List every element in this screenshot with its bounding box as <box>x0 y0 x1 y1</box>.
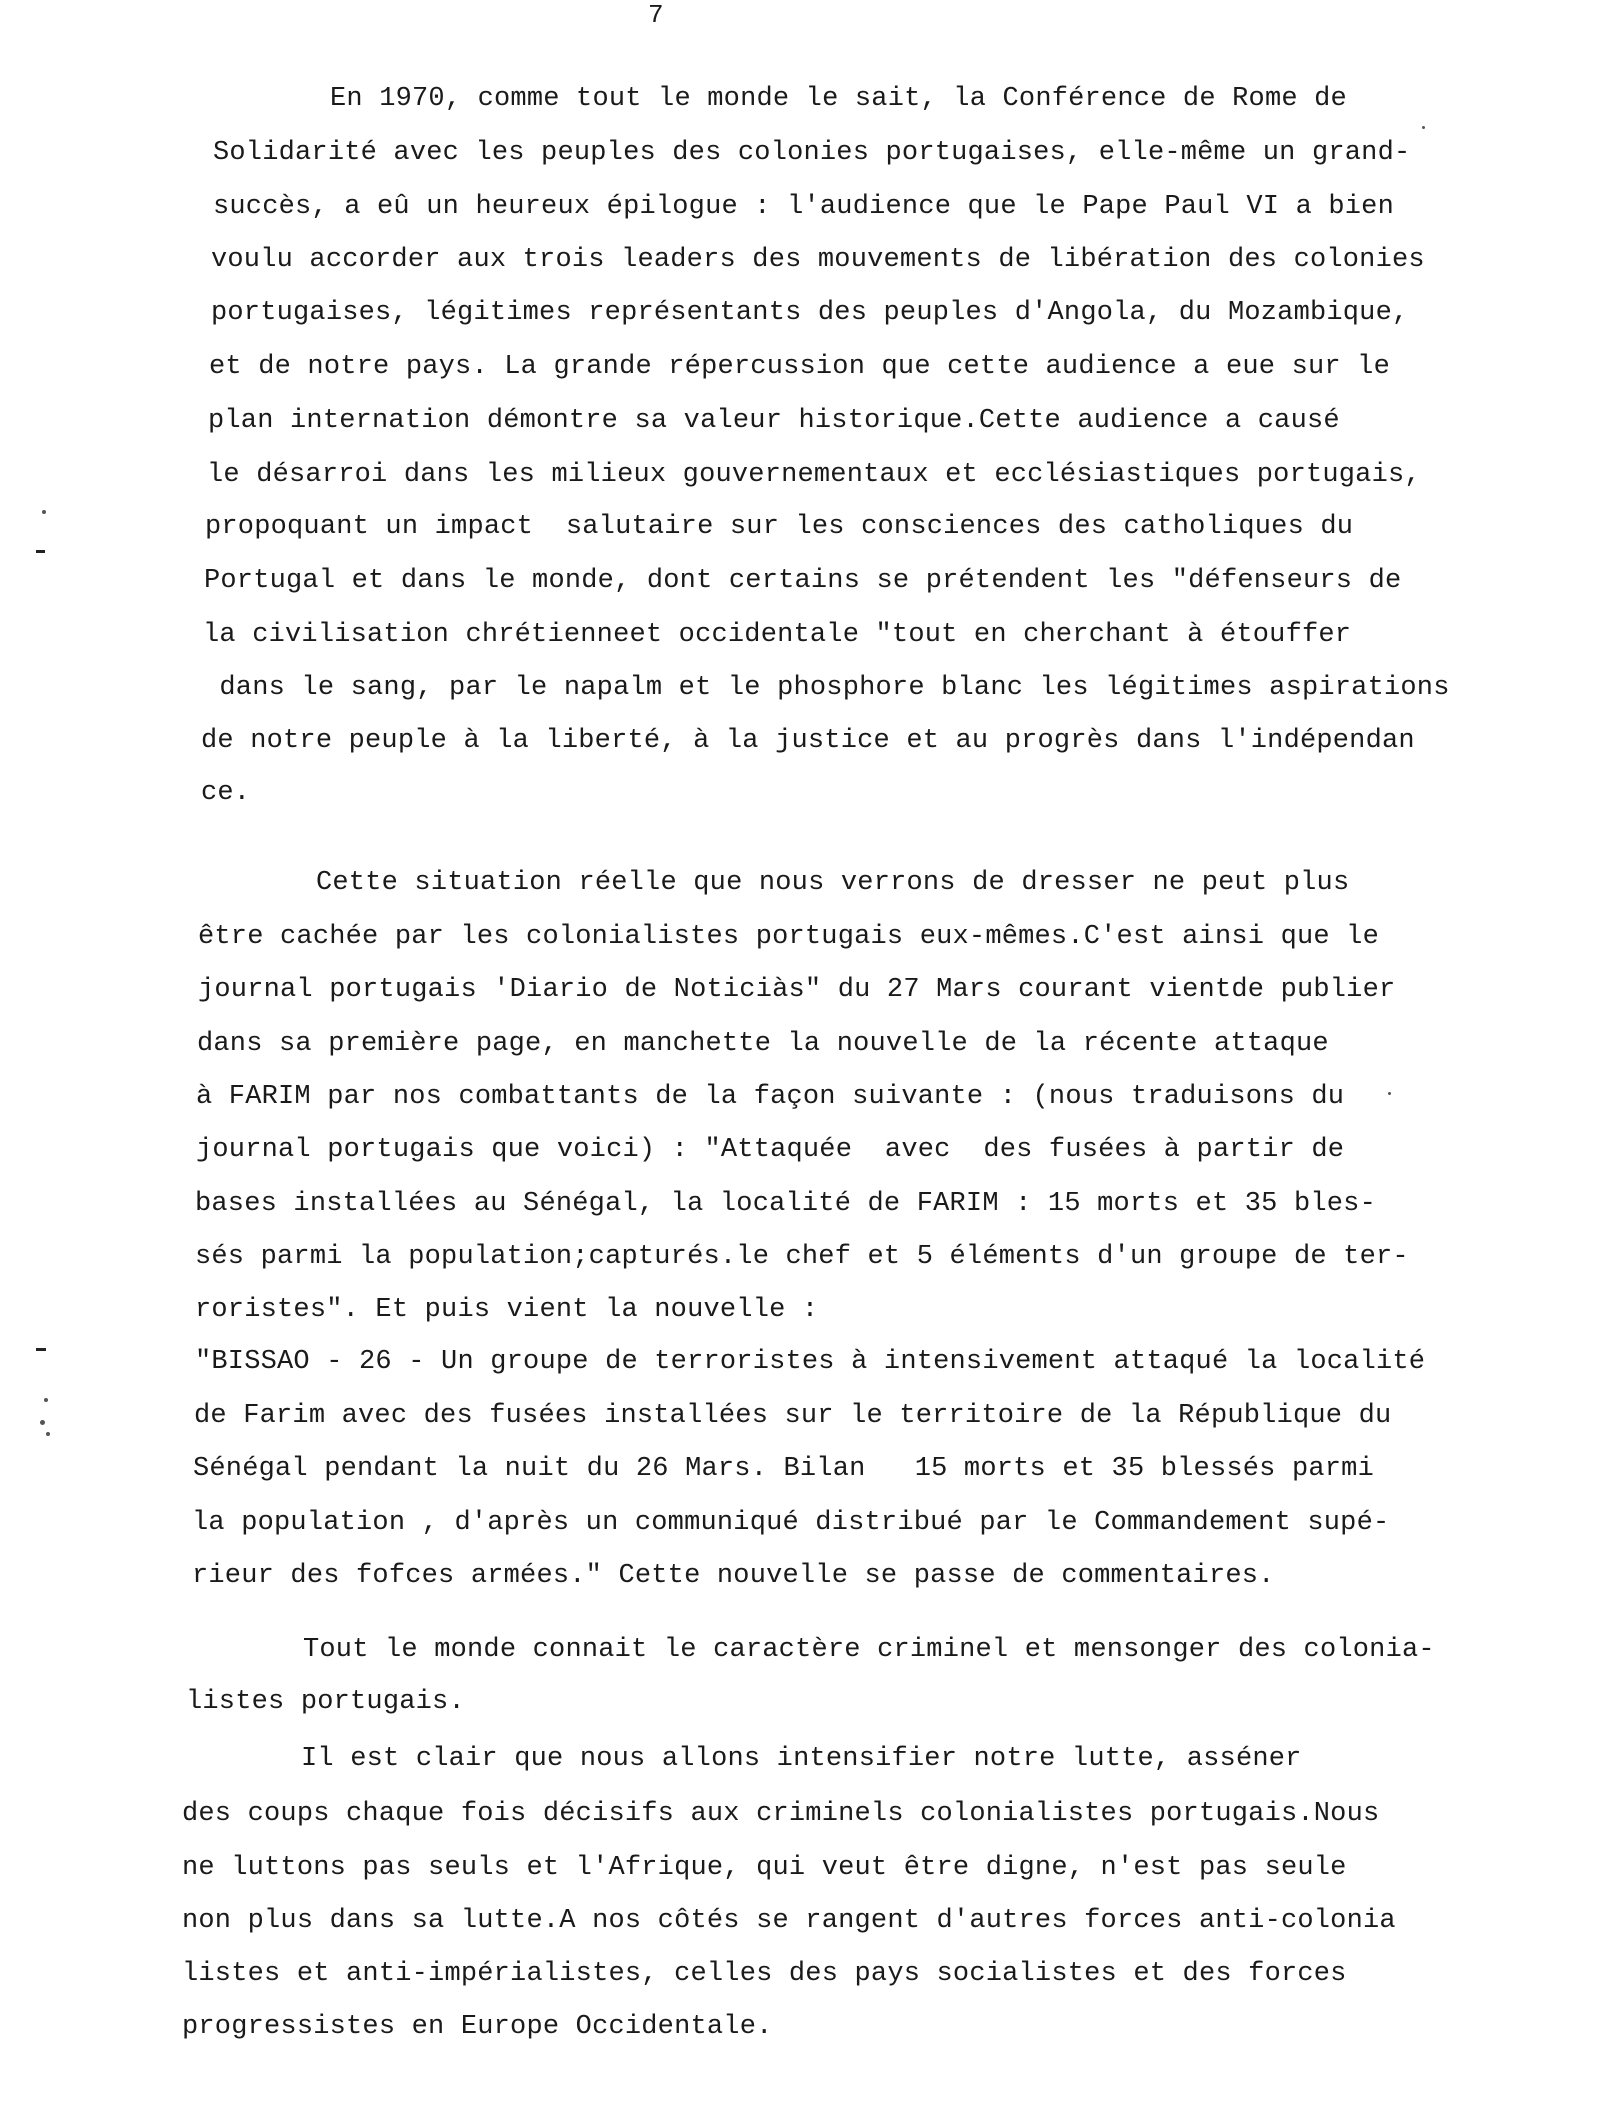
text-line: le désarroi dans les milieux gouvernementaux et ecclésiastiques portugais, <box>207 460 1421 490</box>
text-line: portugaises, légitimes représentants des peuples d'Angola, du Mozambique, <box>211 298 1409 328</box>
text-line: progressistes en Europe Occidentale. <box>182 2012 773 2042</box>
text-line: dans le sang, par le napalm et le phosphore blanc les légitimes aspirations <box>203 673 1450 703</box>
text-line: voulu accorder aux trois leaders des mouvements de libération des colonies <box>211 245 1425 275</box>
scan-speck <box>1388 1092 1391 1095</box>
scan-mark <box>36 550 45 553</box>
text-line: propoquant un impact salutaire sur les consciences des catholiques du <box>205 512 1354 542</box>
text-line: Solidarité avec les peuples des colonies portugaises, elle-même un grand- <box>213 138 1411 168</box>
text-line: "BISSAO - 26 - Un groupe de terroristes à intensivement attaqué la localité <box>195 1347 1426 1377</box>
text-line: des coups chaque fois décisifs aux criminels colonialistes portugais.Nous <box>182 1799 1380 1829</box>
text-line: bases installées au Sénégal, la localité de FARIM : 15 morts et 35 bles- <box>195 1189 1376 1219</box>
text-line: roristes". Et puis vient la nouvelle : <box>195 1295 819 1325</box>
text-line: journal portugais 'Diario de Noticiàs" du 27 Mars courant vientde publier <box>198 975 1396 1005</box>
text-line: plan internation démontre sa valeur historique.Cette audience a causé <box>208 406 1340 436</box>
scan-speck <box>46 1432 50 1436</box>
text-line: ne luttons pas seuls et l'Afrique, qui veut être digne, n'est pas seule <box>182 1853 1347 1883</box>
text-line: journal portugais que voici) : "Attaquée avec des fusées à partir de <box>196 1135 1345 1165</box>
text-line: et de notre pays. La grande répercussion que cette audience a eue sur le <box>209 352 1390 382</box>
text-line: Portugal et dans le monde, dont certains se prétendent les "défenseurs de <box>204 566 1402 596</box>
text-line: Sénégal pendant la nuit du 26 Mars. Bilan 15 morts et 35 blessés parmi <box>193 1454 1374 1484</box>
text-line: à FARIM par nos combattants de la façon suivante : (nous traduisons du <box>196 1082 1345 1112</box>
scan-speck <box>42 510 46 514</box>
page-number: 7 <box>648 0 664 30</box>
text-line: non plus dans sa lutte.A nos côtés se rangent d'autres forces anti-colonia <box>182 1906 1396 1936</box>
text-line: rieur des fofces armées." Cette nouvelle se passe de commentaires. <box>192 1561 1275 1591</box>
scan-speck <box>1422 126 1425 129</box>
text-line: être cachée par les colonialistes portugais eux-mêmes.C'est ainsi que le <box>198 922 1379 952</box>
scan-speck <box>40 1420 45 1425</box>
text-line: la population , d'après un communiqué distribué par le Commandement supé- <box>192 1508 1390 1538</box>
text-line: de Farim avec des fusées installées sur le territoire de la République du <box>194 1401 1392 1431</box>
text-line: la civilisation chrétienneet occidentale "tout en cherchant à étouffer <box>203 620 1352 650</box>
text-line: succès, a eû un heureux épilogue : l'audience que le Pape Paul VI a bien <box>213 192 1394 222</box>
text-line: En 1970, comme tout le monde le sait, la Conférence de Rome de <box>330 84 1347 114</box>
text-line: listes portugais. <box>186 1687 465 1717</box>
text-line: Tout le monde connait le caractère criminel et mensonger des colonia- <box>303 1635 1435 1665</box>
text-line: sés parmi la population;capturés.le chef et 5 éléments d'un groupe de ter- <box>195 1242 1409 1272</box>
scan-speck <box>44 1398 48 1402</box>
text-line: ce. <box>201 778 251 808</box>
text-line: de notre peuple à la liberté, à la justice et au progrès dans l'indépendan <box>201 726 1415 756</box>
text-line: Cette situation réelle que nous verrons de dresser ne peut plus <box>316 868 1350 898</box>
text-line: Il est clair que nous allons intensifier notre lutte, asséner <box>301 1744 1302 1774</box>
text-line: listes et anti-impérialistes, celles des pays socialistes et des forces <box>182 1959 1347 1989</box>
text-line: dans sa première page, en manchette la nouvelle de la récente attaque <box>197 1029 1329 1059</box>
scan-mark <box>36 1348 46 1351</box>
